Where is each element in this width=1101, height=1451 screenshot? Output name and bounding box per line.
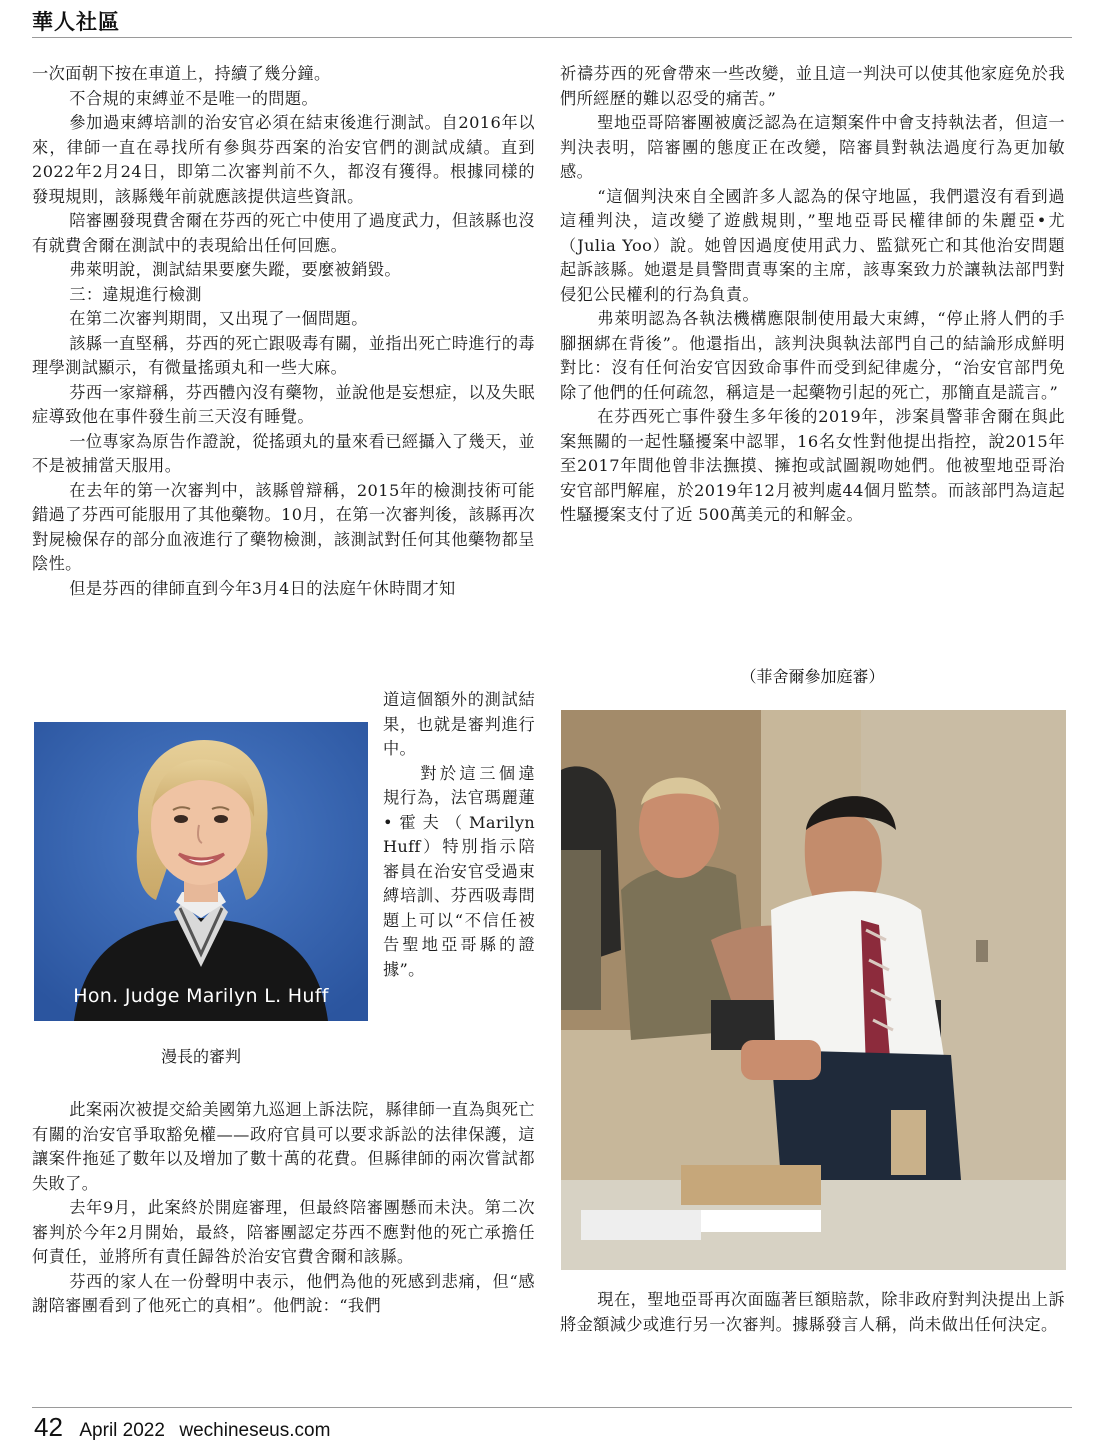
left-column-text bbox=[32, 62, 535, 601]
article-paragraph: 弗萊明說，測試結果要麼失蹤，要麼被銷毀。 bbox=[69, 260, 401, 279]
judge-name-label: Hon. Judge Marilyn L. Huff bbox=[73, 985, 329, 1007]
page-header bbox=[32, 4, 1072, 38]
courtroom-photo bbox=[561, 710, 1066, 1270]
issue-date: April 2022 bbox=[79, 1420, 165, 1441]
section-subheading: 三：違規進行檢測 bbox=[69, 284, 202, 304]
article-paragraph: 弗萊明認為各執法機構應限制使用最大束縛，“停止將人們的手腳捆綁在背後”。他還指出，該判決與執法部門自己的結論形成鮮明對比：沒有任何治安官因致命事件而受到紀律處分，“治安官部門免除了他們的任何疏忽，稱這是一起藥物引起的死亡，那簡直是謊言。” bbox=[560, 309, 1065, 402]
article-paragraph: 道這個額外的測試結果，也就是審判進行中。 bbox=[383, 690, 535, 758]
judge-portrait-photo bbox=[34, 722, 368, 1021]
footer-divider bbox=[32, 1407, 1072, 1408]
article-paragraph: 一次面朝下按在車道上，持續了幾分鐘。 bbox=[32, 64, 331, 83]
article-paragraph: 芬西一家辯稱，芬西體內沒有藥物，並說他是妄想症，以及失眠症導致他在事件發生前三天沒有睡覺。 bbox=[32, 382, 535, 426]
judge-portrait-illustration bbox=[34, 722, 368, 1021]
courtroom-illustration bbox=[561, 710, 1066, 1270]
article-paragraph: “這個判決來自全國許多人認為的保守地區，我們還沒有看到過這種判決，這改變了遊戲規則，”聖地亞哥民權律師的朱麗亞•尤（Julia Yoo）說。她曾因過度使用武力、監獄死亡和其他治安問題起訴該縣。她還是員警問責專案的主席，該專案致力於讓執法部門對侵犯公民權利的行為負責。 bbox=[560, 186, 1065, 304]
courtroom-photo-caption: （菲舍爾參加庭審） bbox=[740, 667, 885, 686]
article-paragraph: 一位專家為原告作證說，從搖頭丸的量來看已經攝入了幾天，並不是被捕當天服用。 bbox=[32, 431, 535, 475]
article-paragraph: 芬西的家人在一份聲明中表示，他們為他的死感到悲痛，但“感謝陪審團看到了他死亡的真相”。他們說：“我們 bbox=[32, 1271, 535, 1315]
left-column-wrap-text bbox=[383, 688, 535, 982]
judge-photo-caption: 漫長的審判 bbox=[160, 1047, 241, 1066]
article-paragraph: 不合規的束縛並不是唯一的問題。 bbox=[69, 88, 319, 108]
article-paragraph: 現在，聖地亞哥再次面臨著巨額賠款，除非政府對判決提出上訴將金額減少或進行另一次審判。據縣發言人稱，尚未做出任何決定。 bbox=[560, 1290, 1065, 1334]
article-paragraph: 對於這三個違規行為，法官瑪麗蓮•霍夫（Marilyn Huff）特別指示陪審員在治安官受過束縛培訓、芬西吸毒問題上可以“不信任被告聖地亞哥縣的證據”。 bbox=[383, 763, 535, 979]
right-column-bottom-text bbox=[560, 1288, 1065, 1337]
article-paragraph: 去年9月，此案終於開庭審理，但最終陪審團懸而未決。第二次審判於今年2月開始，最終，陪審團認定芬西不應對他的死亡承擔任何責任，並將所有責任歸咎於治安官費舍爾和該縣。 bbox=[32, 1198, 535, 1266]
left-column-bottom-text bbox=[32, 1098, 535, 1319]
article-paragraph: 陪審團發現費舍爾在芬西的死亡中使用了過度武力，但該縣也沒有就費舍爾在測試中的表現給出任何回應。 bbox=[32, 211, 535, 255]
article-paragraph: 聖地亞哥陪審團被廣泛認為在這類案件中會支持執法者，但這一判決表明，陪審團的態度正在改變，陪審員對執法過度行為更加敏感。 bbox=[560, 113, 1065, 181]
page-number: 42 bbox=[34, 1412, 63, 1442]
article-paragraph: 在第二次審判期間，又出現了一個問題。 bbox=[69, 309, 368, 328]
article-paragraph: 在芬西死亡事件發生多年後的2019年，涉案員警菲舍爾在與此案無關的一起性騷擾案中認罪，16名女性對他提出指控，說2015年至2017年間他曾非法撫摸、擁抱或試圖親吻她們。他被聖地亞哥治安官部門解雇，於2019年12月被判處44個月監禁。而該部門為這起性騷擾案支付了近 500萬美元的和解金。 bbox=[560, 407, 1065, 524]
article-paragraph: 在去年的第一次審判中，該縣曾辯稱，2015年的檢測技術可能錯過了芬西可能服用了其他藥物。10月，在第一次審判後，該縣再次對屍檢保存的部分血液進行了藥物檢測，該測試對任何其他藥物都呈陰性。 bbox=[32, 480, 535, 573]
right-column-text bbox=[560, 62, 1065, 528]
article-paragraph: 參加過束縛培訓的治安官必須在結束後進行測試。自2016年以來，律師一直在尋找所有參與芬西案的治安官們的測試成績。直到2022年2月24日，即第二次審判前不久，都沒有獲得。根據同樣的發現規則，該縣幾年前就應該提供這些資訊。 bbox=[32, 113, 535, 206]
website-link[interactable]: wechineseus.com bbox=[179, 1420, 331, 1441]
article-paragraph: 祈禱芬西的死會帶來一些改變，並且這一判決可以使其他家庭免於我們所經歷的難以忍受的痛苦。” bbox=[560, 64, 1065, 108]
page-footer bbox=[34, 1412, 330, 1443]
section-title: 華人社區 bbox=[32, 9, 120, 34]
article-paragraph: 但是芬西的律師直到今年3月4日的法庭午休時間才知 bbox=[69, 578, 456, 598]
article-paragraph: 該縣一直堅稱，芬西的死亡跟吸毒有關，並指出死亡時進行的毒理學測試顯示，有微量搖頭丸和一些大麻。 bbox=[32, 333, 535, 377]
article-paragraph: 此案兩次被提交給美國第九巡迴上訴法院，縣律師一直為與死亡有關的治安官爭取豁免權——政府官員可以要求訴訟的法律保護，這讓案件拖延了數年以及增加了數十萬的花費。但縣律師的兩次嘗試都失敗了。 bbox=[32, 1100, 535, 1193]
